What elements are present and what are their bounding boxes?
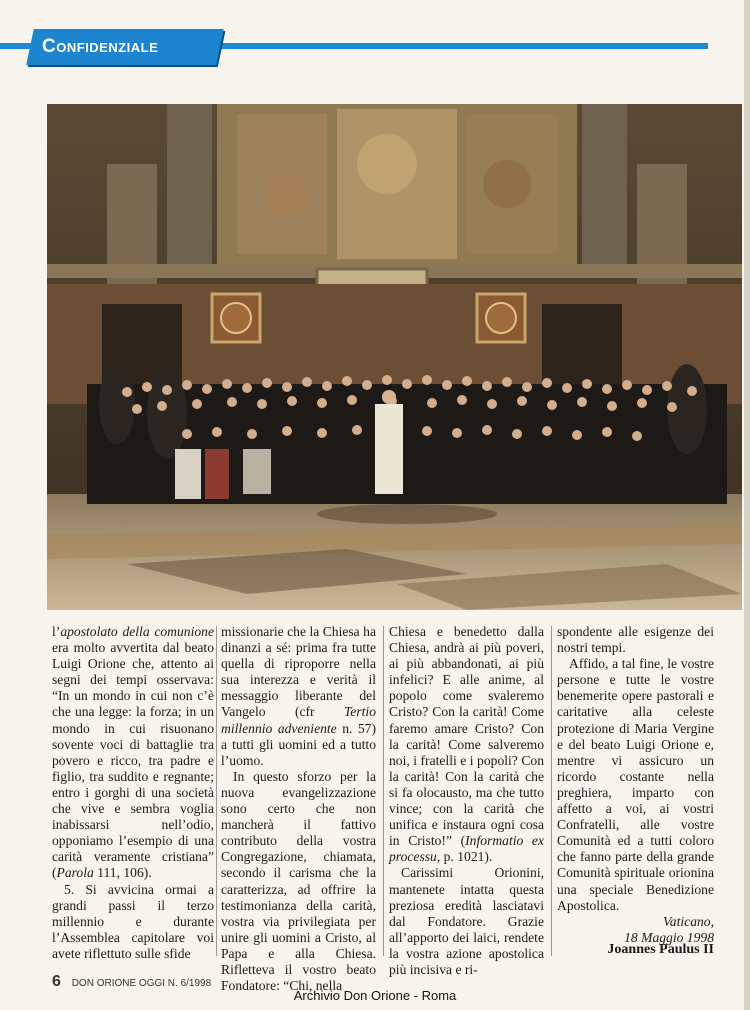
photo-illustration: [47, 104, 742, 610]
column-3-paragraph-2: Carissimi Orionini, mantenete intatta questa preziosa eredità lasciatavi dal Fondatore. Grazie all’apporto dei laici, rendete la vostra azione apostolica più incisiva e ri-: [389, 865, 544, 977]
group-photograph: [47, 104, 742, 610]
publication-name: DON ORIONE OGGI N. 6/1998: [71, 978, 212, 989]
column-4-paragraph-1: spondente alle esigenze dei nostri tempi.: [557, 624, 714, 656]
column-1-paragraph-1: l’apostolato della comunione era molto avvertita dal beato Luigi Orione che, attento ai segni dei tempi osservava: “In un mondo in cui non c’è che una legge: la forza; in un mondo in cui risuonano sovente voci di battaglie tra povero e ricco, tra padre e figlio, tra suddito e regnante; entro i gorghi di una società che vive e sembra voglia inabissarsi nell’odio, opponiamo l’esempio di una carità veramente cristiana” (Parola 111, 106).: [52, 624, 214, 881]
closing-date: 18 Maggio 1998: [624, 929, 714, 945]
section-title: Confidenziale: [42, 36, 159, 57]
page-number: 6: [52, 973, 61, 990]
article-column-3: [389, 624, 544, 978]
column-2-paragraph-2: In questo sforzo per la nuova evangelizzazione sono certo che non mancherà il fattivo contributo della vostra Congregazione, chiamata, secondo il carisma che la caratterizza, ad offrire la testimonianza della carità, vostra via privilegiata per unire gli uomini a Cristo, al Papa e alla Chiesa. Rifletteva il vostro beato Fondatore: “Chi, nella: [221, 768, 376, 994]
column-4-paragraph-2: Affido, a tal fine, le vostre persone e tutte le vostre benemerite opere pastorali e caritative alla celeste protezione di Maria Vergine e del beato Luigi Orione e, mentre vi assicuro un ricordo costante nella preghiera, imparto con affetto a voi, ai vostri Confratelli, alle vostre Comunità ed a tutti coloro che fanno parte della grande Comunità spirituale orionina una speciale Benedizione Apostolica.: [557, 656, 714, 913]
signature: Joannes Paulus II: [607, 942, 714, 957]
article-column-2: [221, 624, 376, 994]
closing-place: Vaticano,: [663, 913, 714, 929]
page-edge-shadow: [744, 0, 750, 1010]
column-divider: [383, 626, 384, 956]
article-column-4: [557, 624, 714, 946]
archive-note: Archivio Don Orione - Roma: [293, 988, 457, 1003]
column-2-paragraph-1: missionarie che la Chiesa ha dinanzi a sé: prima fra tutte quella di riproporre nella sua interezza e verità il messaggio liberante del Vangelo (cfr Tertio millennio adveniente n. 57) a tutti gli uomini ed a tutto l’uomo.: [221, 624, 376, 768]
column-divider: [551, 626, 552, 956]
column-divider: [216, 626, 217, 956]
article-column-1: [52, 624, 214, 962]
column-3-paragraph-1: Chiesa e benedetto dalla Chiesa, andrà ai più poveri, ai più abbandonati, ai più infelici? E alle anime, al popolo come svaleremo Cristo? Con la carità! Come faremo amare Cristo? Con la carità! Come salveremo noi, i fratelli e i popoli? Con la carità! Con la carità che si fa olocausto, ma che tutto vince; con la carità che unifica e instaura ogni cosa in Cristo!” (Informatio ex processu, p. 1021).: [389, 624, 544, 865]
column-1-paragraph-2: 5. Si avvicina ormai a grandi passi il terzo millennio e durante l’Assemblea capitolare voi avete riflettuto sulle sfide: [52, 881, 214, 961]
